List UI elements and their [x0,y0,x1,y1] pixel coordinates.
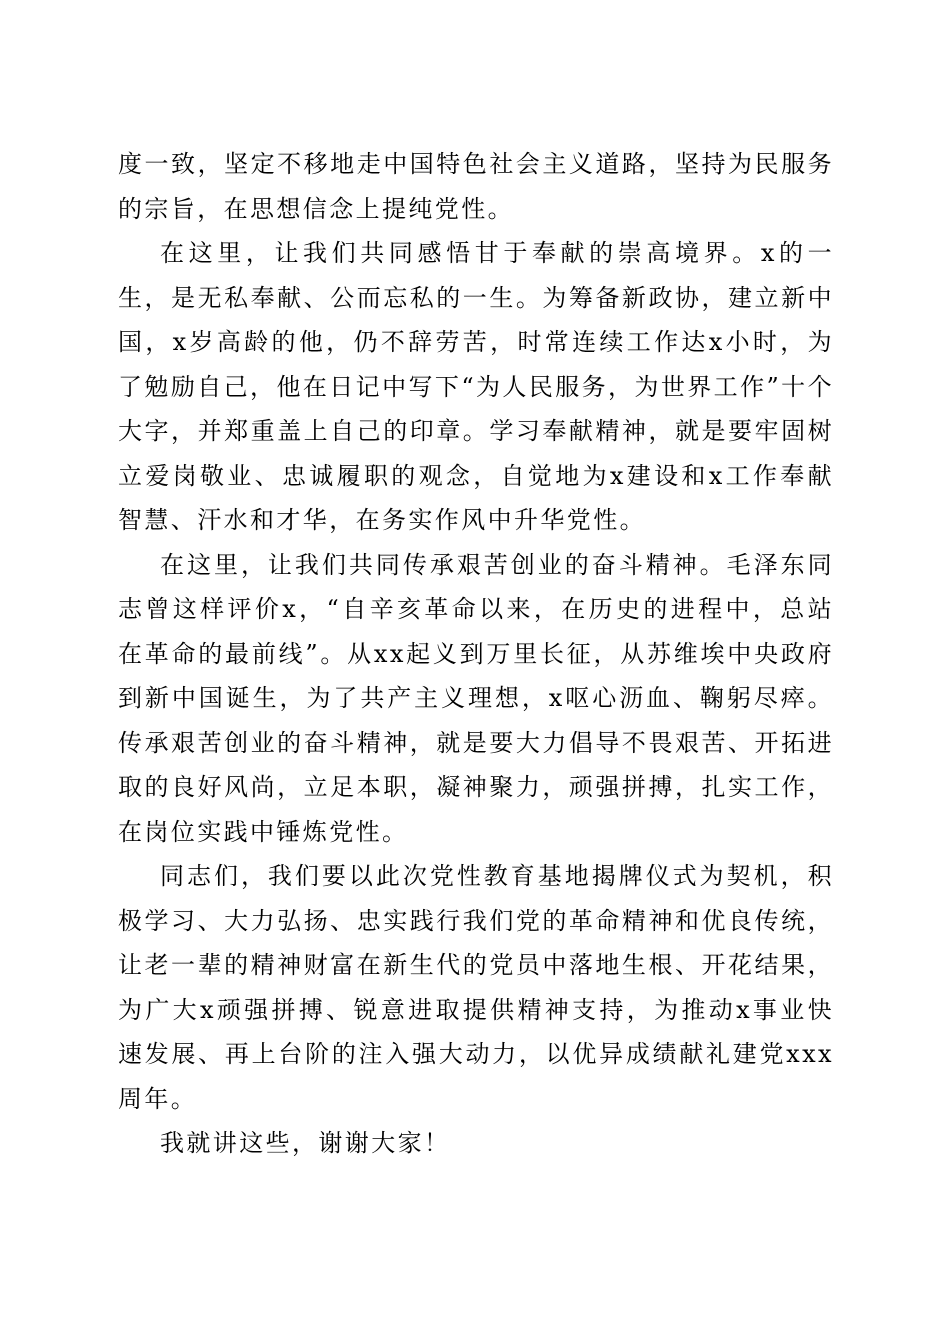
paragraph-closing: 我就讲这些，谢谢大家！ [160,1129,451,1157]
paragraph-struggle: 在这里，让我们共同传承艰苦创业的奋斗精神。毛泽东同志曾这样评价x，“自辛亥革命以来，在历史的进程中，总站在革命的最前线”。从xx起义到万里长征，从苏维埃中央政府到新中国诞生，为了共产主义理想，x呕心沥血、鞠躬尽瘁。传承艰苦创业的奋斗精神，就是要大力倡导不畏艰苦、开拓进取的良好风尚，立足本职，凝神聚力，顽强拼搏，扎实工作，在岗位实践中锤炼党性。 [118,550,834,846]
document-body [118,142,834,1166]
paragraph-continuation: 度一致，坚定不移地走中国特色社会主义道路，坚持为民服务的宗旨，在思想信念上提纯党性。 [118,150,834,223]
paragraph-call-to-action: 同志们，我们要以此次党性教育基地揭牌仪式为契机，积极学习、大力弘扬、忠实践行我们党的革命精神和优良传统，让老一辈的精神财富在新生代的党员中落地生根、开花结果，为广大x顽强拼搏、锐意进取提供精神支持，为推动x事业快速发展、再上台阶的注入强大动力，以优异成绩献礼建党xxx周年。 [118,862,834,1113]
paragraph-dedication: 在这里，让我们共同感悟甘于奉献的崇高境界。x的一生，是无私奉献、公而忘私的一生。为筹备新政协，建立新中国，x岁高龄的他，仍不辞劳苦，时常连续工作达x小时，为了勉励自己，他在日记中写下“为人民服务，为世界工作”十个大字，并郑重盖上自己的印章。学习奉献精神，就是要牢固树立爱岗敬业、忠诚履职的观念，自觉地为x建设和x工作奉献智慧、汗水和才华，在务实作风中升华党性。 [118,239,834,534]
